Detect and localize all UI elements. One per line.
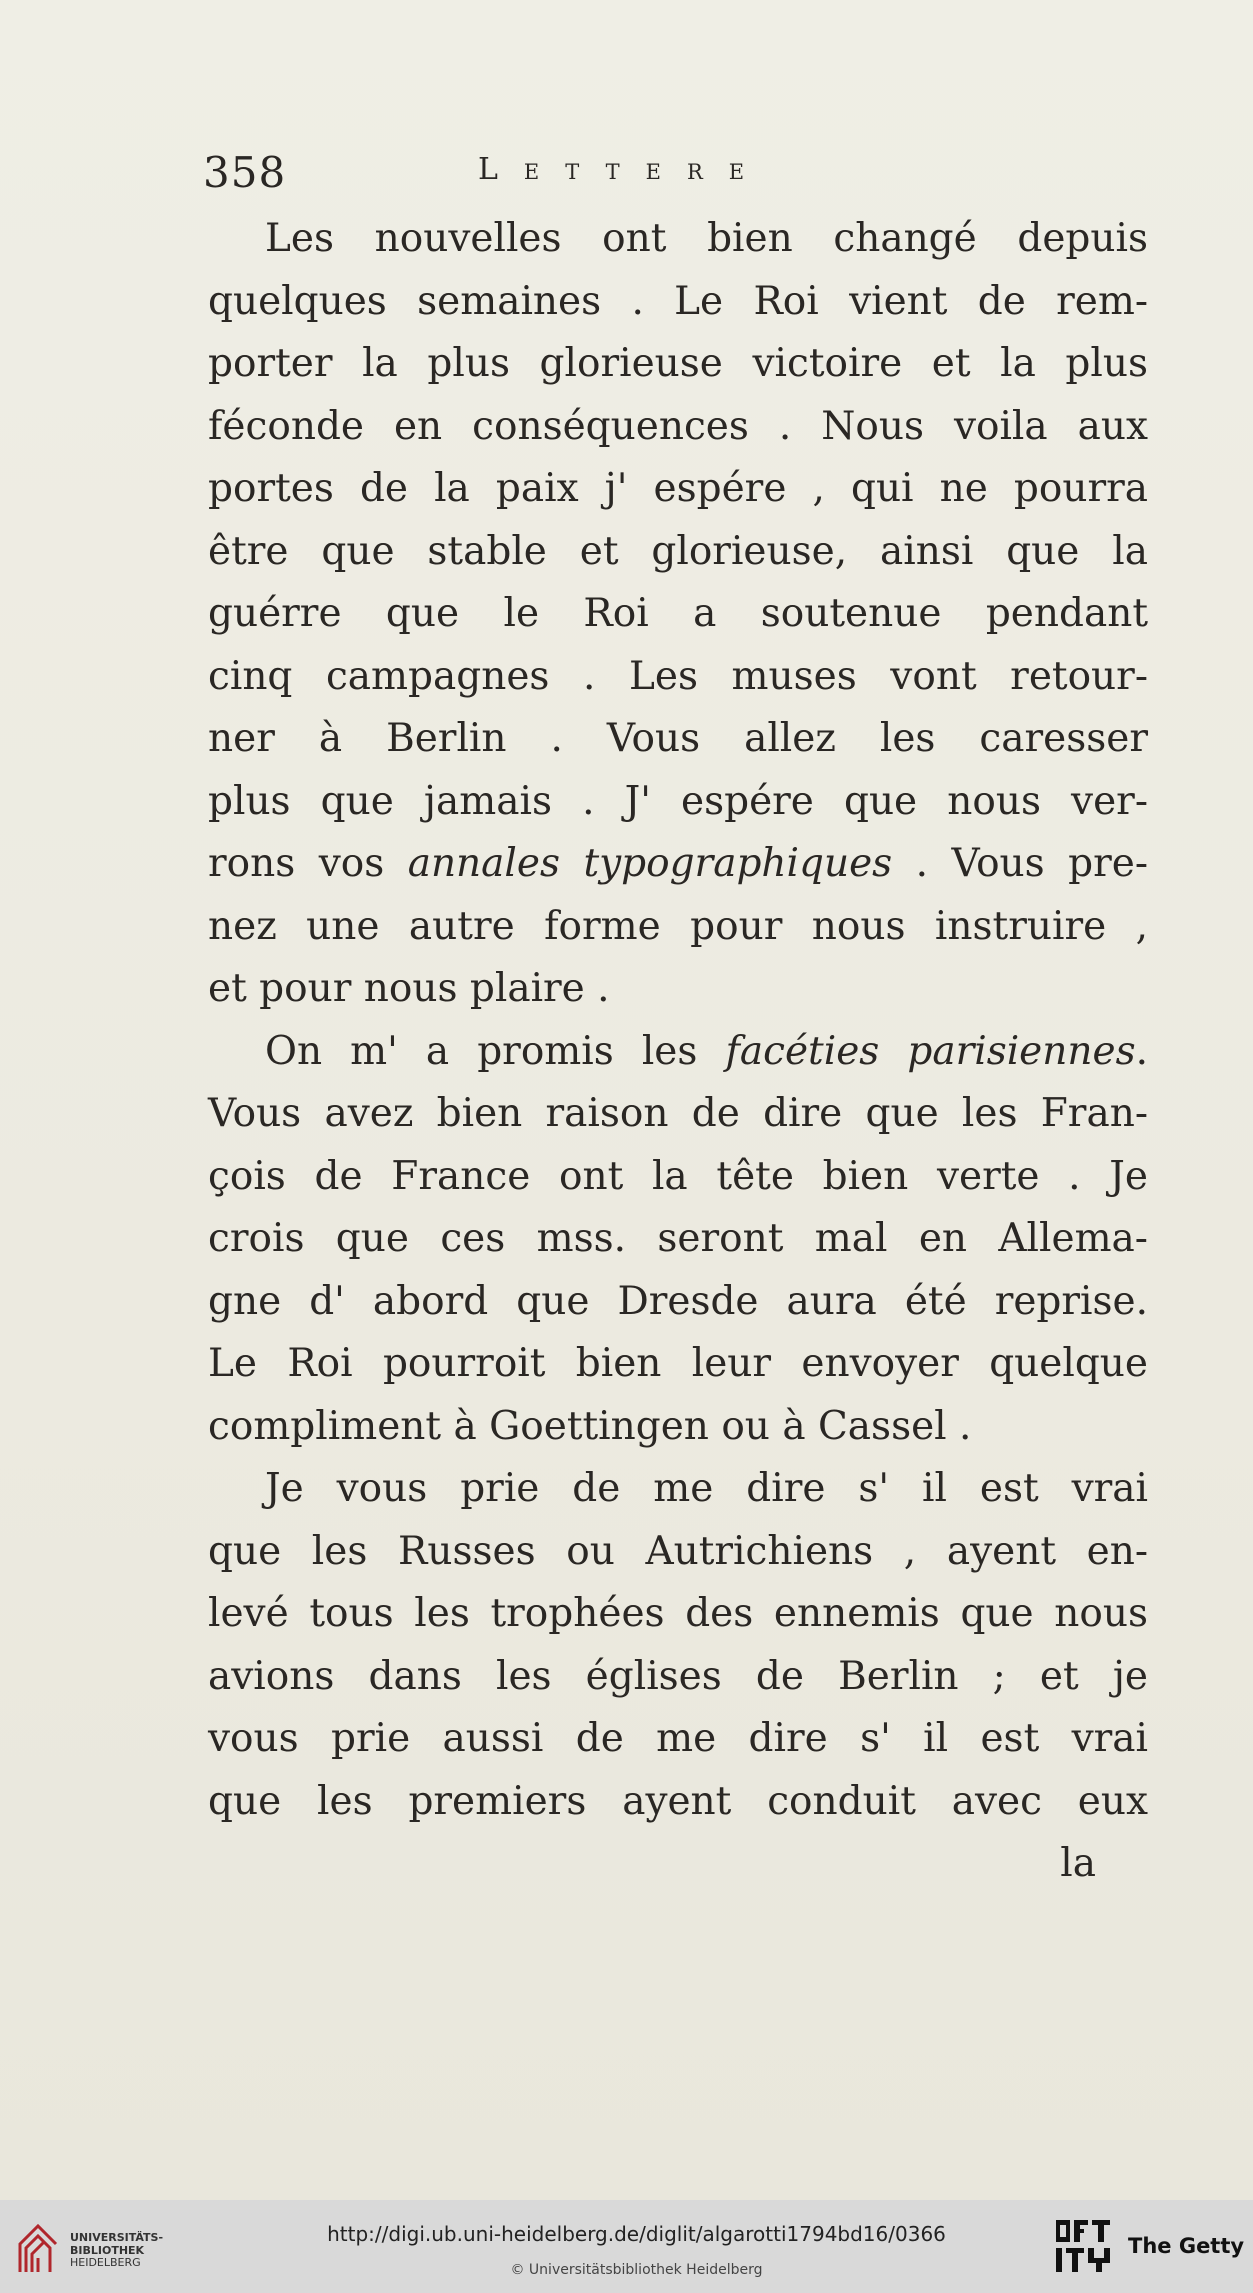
italic-title: annales typographiques <box>407 841 893 886</box>
library-name-1: UNIVERSITÄTS- <box>70 2231 164 2244</box>
text-line <box>208 1208 1148 1271</box>
getty-logo-icon <box>1052 2214 1116 2278</box>
text-segment: . Vous pre- <box>892 841 1148 886</box>
getty-name: The Getty <box>1128 2234 1245 2258</box>
text-line <box>208 271 1148 334</box>
text-segment: cinq campagnes . Les muses vont retour- <box>208 653 1148 699</box>
text-segment: compliment à Goettingen ou à Cassel . <box>208 1403 972 1449</box>
text-line <box>208 1396 1148 1459</box>
text-segment: portes de la paix j' espére , qui ne pourra <box>208 466 1148 511</box>
text-line <box>208 771 1148 834</box>
text-line <box>208 1146 1148 1209</box>
text-segment: nez une autre forme pour nous instruire , <box>208 903 1148 949</box>
copyright-notice: © Universitätsbibliothek Heidelberg <box>510 2262 763 2278</box>
text-segment: Vous avez bien raison de dire que les Fran- <box>208 1091 1148 1136</box>
library-name-3: HEIDELBERG <box>70 2256 141 2269</box>
text-segment: levé tous les trophées des ennemis que nous <box>208 1591 1148 1636</box>
text-line <box>208 208 1148 271</box>
library-name-2: BIBLIOTHEK <box>70 2243 145 2257</box>
text-segment: rons vos <box>208 841 408 886</box>
page-number: 358 <box>203 148 287 197</box>
text-line <box>208 1521 1148 1584</box>
text-segment: . <box>1135 1028 1148 1074</box>
text-segment: être que stable et glorieuse, ainsi que la <box>208 528 1148 574</box>
permalink-url[interactable]: http://digi.ub.uni-heidelberg.de/diglit/algarotti1794bd16/0366 <box>327 2222 946 2246</box>
footer-bar <box>0 2200 1253 2293</box>
text-line <box>208 333 1148 396</box>
text-segment: quelques semaines . Le Roi vient de rem- <box>208 278 1148 324</box>
text-segment: vous prie aussi de me dire s' il est vrai <box>208 1716 1148 1761</box>
text-line <box>208 1646 1148 1709</box>
text-line <box>208 1083 1148 1146</box>
text-segment: ner à Berlin . Vous allez les caresser <box>208 716 1148 761</box>
text-line <box>208 458 1148 521</box>
text-line <box>208 646 1148 709</box>
text-line <box>208 1021 1148 1084</box>
body-text <box>208 208 1148 1896</box>
text-segment: porter la plus glorieuse victoire et la plus <box>208 341 1148 386</box>
text-line <box>208 833 1148 896</box>
text-line <box>208 396 1148 459</box>
running-head <box>203 148 1153 208</box>
text-line <box>208 1333 1148 1396</box>
text-segment: que les premiers ayent conduit avec eux <box>208 1778 1148 1824</box>
text-line <box>208 1271 1148 1334</box>
text-segment: On m' a promis les <box>265 1028 726 1074</box>
text-line <box>208 1458 1148 1521</box>
text-segment: Je vous prie de me dire s' il est vrai <box>265 1466 1148 1511</box>
text-segment: crois que ces mss. seront mal en Allema- <box>208 1216 1148 1261</box>
text-line <box>208 708 1148 771</box>
text-segment: que les Russes ou Autrichiens , ayent en- <box>208 1528 1148 1574</box>
text-line <box>208 1771 1148 1834</box>
text-segment: gne d' abord que Dresde aura été reprise. <box>208 1278 1148 1324</box>
text-line <box>208 1583 1148 1646</box>
text-segment: Les nouvelles ont bien changé depuis <box>265 216 1148 261</box>
text-line <box>208 521 1148 584</box>
text-segment: plus que jamais . J' espére que nous ver- <box>208 778 1148 824</box>
text-segment: çois de France ont la tête bien verte . Je <box>208 1153 1148 1199</box>
text-segment: guérre que le Roi a soutenue pendant <box>208 591 1148 636</box>
text-line <box>208 583 1148 646</box>
text-segment: et pour nous plaire . <box>208 966 610 1011</box>
text-line <box>208 1708 1148 1771</box>
italic-title: facéties parisiennes <box>725 1028 1136 1074</box>
getty-logo[interactable] <box>1052 2214 1245 2278</box>
running-title: Lettere <box>478 152 771 187</box>
text-segment: féconde en conséquences . Nous voila aux <box>208 403 1148 449</box>
text-segment: avions dans les églises de Berlin ; et je <box>208 1653 1148 1699</box>
text-line <box>208 958 1148 1021</box>
text-line <box>208 896 1148 959</box>
catchword: la <box>1060 1841 1096 1886</box>
text-segment: Le Roi pourroit bien leur envoyer quelque <box>208 1341 1148 1386</box>
